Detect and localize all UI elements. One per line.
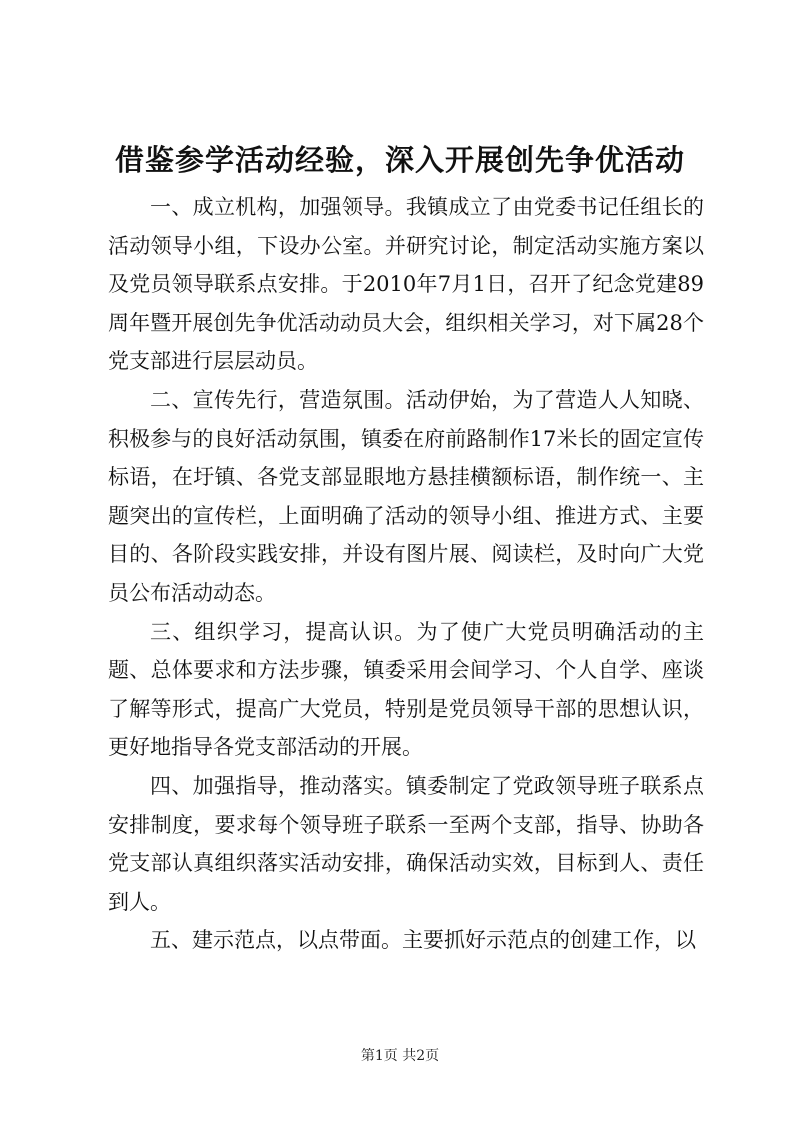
paragraph-2: 二、宣传先行，营造氛围。活动伊始，为了营造人人知晓、积极参与的良好活动氛围，镇委在府前路制作17米长的固定宣传标语，在圩镇、各党支部显眼地方悬挂横额标语，制作统一、主题突出的宣传栏，上面明确了活动的领导小组、推进方式、主要目的、各阶段实践安排，并设有图片展、阅读栏，及时向广大党员公布活动动态。: [108, 387, 704, 605]
page-number-footer: 第1页 共2页: [360, 1048, 440, 1064]
document-body: [108, 188, 704, 960]
paragraph-4: 四、加强指导，推动落实。镇委制定了党政领导班子联系点安排制度，要求每个领导班子联系一至两个支部，指导、协助各党支部认真组织落实活动安排，确保活动实效，目标到人、责任到人。: [108, 773, 704, 914]
paragraph-5: 五、建示范点，以点带面。主要抓好示范点的创建工作，以: [150, 928, 696, 953]
document-title: 借鉴参学活动经验，深入开展创先争优活动: [114, 143, 685, 177]
paragraph-1: 一、成立机构，加强领导。我镇成立了由党委书记任组长的活动领导小组，下设办公室。并研究讨论，制定活动实施方案以及党员领导联系点安排。于2010年7月1日，召开了纪念党建89周年暨开展创先争优活动动员大会，组织相关学习，对下属28个党支部进行层层动员。: [108, 195, 704, 374]
paragraph-3: 三、组织学习，提高认识。为了使广大党员明确活动的主题、总体要求和方法步骤，镇委采用会间学习、个人自学、座谈了解等形式，提高广大党员，特别是党员领导干部的思想认识，更好地指导各党支部活动的开展。: [108, 619, 704, 760]
